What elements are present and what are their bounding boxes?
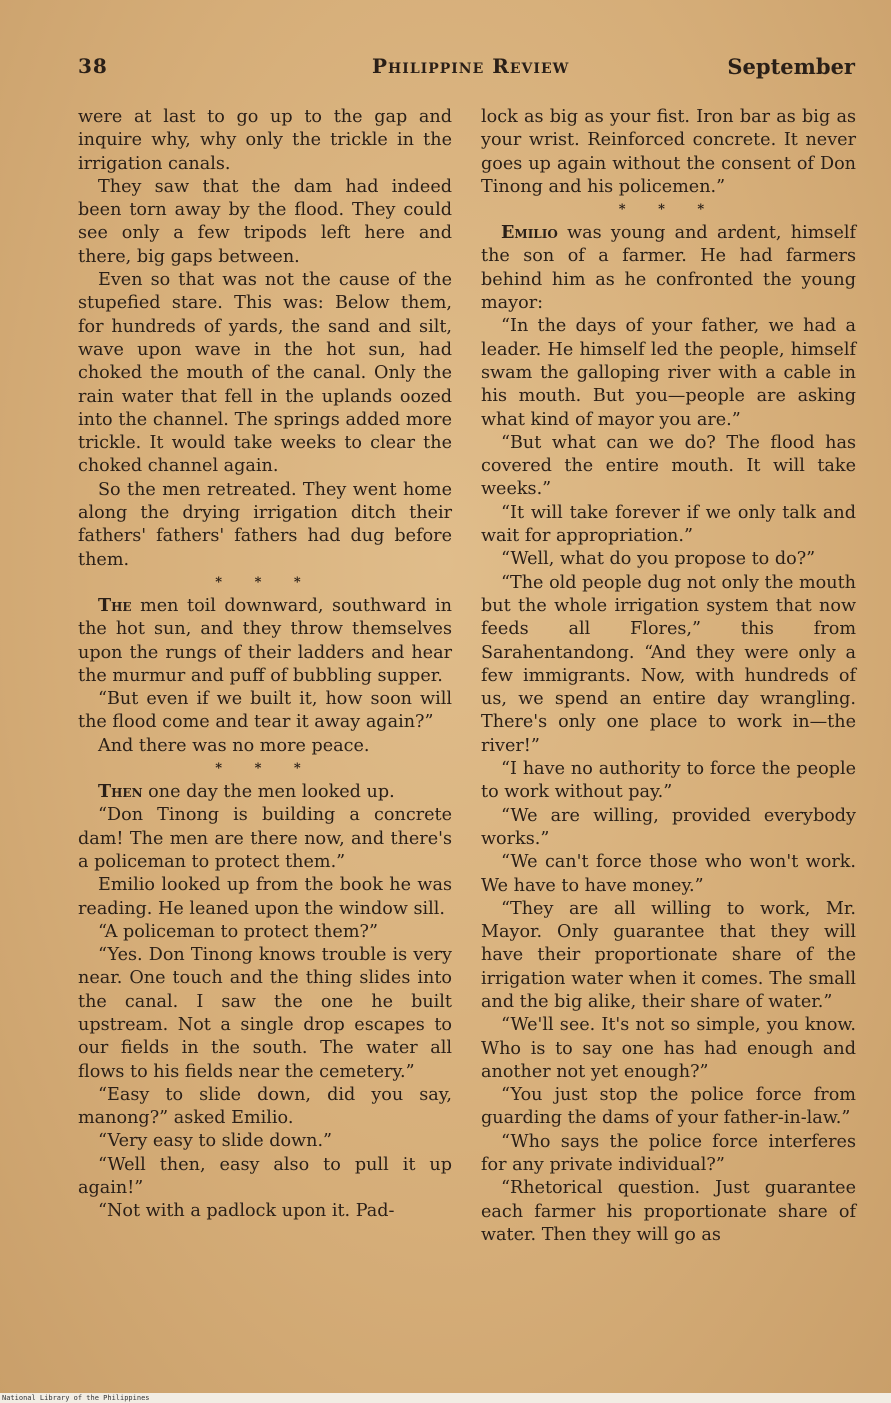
- paragraph-text: one day the men looked up.: [142, 782, 395, 803]
- page-number: 38: [78, 54, 108, 78]
- paragraph: [78, 735, 452, 758]
- paragraph-text: “We'll see. It's not so simple, you know. Who is to say one has had enough and another not yet enough?”: [481, 1015, 856, 1082]
- paragraph-text: “Don Tinong is building a concrete dam! The men are there now, and there's a policeman to protect them.”: [78, 805, 452, 872]
- paragraph-text: “Yes. Don Tinong knows trouble is very near. One touch and the thing slides into the canal. I saw the one he built upstream. Not a single drop escapes to our fields in the south. The water all flows to his fields near the cemetery.”: [78, 945, 452, 1082]
- paragraph: [481, 805, 856, 852]
- paragraph: [78, 944, 452, 1084]
- paragraph-text: “Rhetorical question. Just guarantee each farmer his proportionate share of water. Then they will go as: [481, 1178, 856, 1245]
- lead-word: Then: [98, 781, 143, 803]
- magazine-title: Philippine Review: [372, 54, 570, 78]
- paragraph: [481, 1014, 856, 1084]
- paragraph: [481, 1177, 856, 1247]
- paragraph-text: “Well then, easy also to pull it up again!”: [78, 1154, 452, 1199]
- paragraph-text: “But what can we do? The flood has covered the entire mouth. It will take weeks.”: [481, 432, 856, 500]
- paragraph: [481, 548, 856, 571]
- paragraph-text: “Who says the police force interferes for any private individual?”: [481, 1131, 856, 1176]
- paragraph-text: “Very easy to slide down.”: [98, 1131, 333, 1152]
- section-separator: * * *: [215, 761, 315, 777]
- paragraph: [78, 479, 452, 572]
- paragraph-text: Even so that was not the cause of the stupefied stare. This was: Below them, for hundreds of yards, the sand and silt, wave upon wave in the hot sun, had choked the mouth of the canal. Only the rain water that fell in the uplands oozed into the channel. The springs added more trickle. It would take weeks to clear the choked channel again.: [78, 270, 452, 477]
- paragraph: [481, 221, 856, 315]
- paragraph-text: “You just stop the police force from guarding the dams of your father-in-law.”: [481, 1085, 856, 1129]
- paragraph-text: Emilio looked up from the book he was reading. He leaned upon the window sill.: [78, 875, 452, 919]
- paragraph: [78, 106, 452, 176]
- lead-word: The: [98, 594, 132, 616]
- paragraph-text: “I have no authority to force the people to work without pay.”: [481, 759, 856, 803]
- paragraph: [481, 758, 856, 805]
- paragraph-text: “In the days of your father, we had a leader. He himself led the people, himself swam the galloping river with a cable in his mouth. But you—people are asking what kind of mayor you are.”: [481, 316, 856, 430]
- paragraph-text: were at last to go up to the gap and inquire why, why only the trickle in the irrigation canals.: [78, 107, 452, 174]
- paragraph-text: They saw that the dam had indeed been torn away by the flood. They could see only a few tripods left here and there, big gaps between.: [78, 176, 452, 267]
- paragraph: [78, 269, 452, 479]
- section-separator: * * *: [618, 202, 719, 218]
- paragraph-text: So the men retreated. They went home along the drying irrigation ditch their fathers' fathers' fathers had dug before them.: [78, 479, 452, 570]
- right-column: [481, 106, 856, 1247]
- paragraph-text: “Well, what do you propose to do?”: [501, 549, 816, 570]
- paragraph-text: “It will take forever if we only talk and wait for appropriation.”: [481, 502, 856, 547]
- paragraph: [481, 1131, 856, 1178]
- paragraph: [78, 804, 452, 874]
- paragraph-text: “Easy to slide down, did you say, manong?” asked Emilio.: [78, 1084, 452, 1129]
- paragraph: [481, 502, 856, 549]
- paragraph: [481, 315, 856, 431]
- paragraph: [481, 851, 856, 898]
- paragraph: [481, 572, 856, 758]
- paragraph: [78, 594, 452, 688]
- library-credit: National Library of the Philippines: [0, 1393, 891, 1403]
- left-column: [78, 106, 452, 1224]
- paragraph: [78, 780, 452, 804]
- paragraph-text: And there was no more peace.: [98, 735, 370, 756]
- paragraph-text: “We are willing, provided everybody works.”: [481, 805, 856, 849]
- paragraph: [78, 921, 452, 944]
- paragraph-text: men toil downward, southward in the hot sun, and they throw themselves upon the rungs of their ladders and hear the murmur and puff of bubbling supper.: [78, 595, 452, 686]
- paragraph-text: “But even if we built it, how soon will the flood come and tear it away again?”: [78, 689, 452, 733]
- running-header: [78, 54, 855, 86]
- lead-word: Emilio: [501, 222, 558, 244]
- paragraph: [78, 1154, 452, 1201]
- paragraph: [78, 688, 452, 735]
- paragraph-text: was young and ardent, himself the son of a farmer. He had farmers behind him as he confronted the young mayor:: [481, 223, 856, 314]
- paragraph-text: “They are all willing to work, Mr. Mayor. Only guarantee that they will have their proportionate share of the irrigation water when it comes. The small and the big alike, their share of water.”: [481, 898, 856, 1012]
- issue-month: September: [727, 54, 855, 79]
- paragraph-text: lock as big as your fist. Iron bar as big as your wrist. Reinforced concrete. It never goes up again without the consent of Don Tinong and his policemen.”: [481, 107, 856, 197]
- paragraph-text: “A policeman to protect them?”: [98, 921, 378, 942]
- paragraph: [481, 1084, 856, 1131]
- paragraph-text: “We can't force those who won't work. We have to have money.”: [481, 852, 856, 896]
- paragraph: [78, 1130, 452, 1153]
- paragraph: [78, 874, 452, 921]
- paragraph: [78, 176, 452, 269]
- paragraph-text: “The old people dug not only the mouth but the whole irrigation system that now feeds all Flores,” this from Sarahentandong. “And they were only a few immigrants. Now, with hundreds of us, we spend an entire day wrangling. There's only one place to work in—the river!”: [481, 572, 856, 756]
- section-separator: * * *: [215, 574, 315, 590]
- paragraph-text: “Not with a padlock upon it. Pad-: [98, 1201, 395, 1222]
- paragraph: [78, 1200, 452, 1223]
- paragraph: [78, 1084, 452, 1131]
- paragraph: [481, 432, 856, 502]
- paragraph: [481, 898, 856, 1014]
- paragraph: [481, 106, 856, 199]
